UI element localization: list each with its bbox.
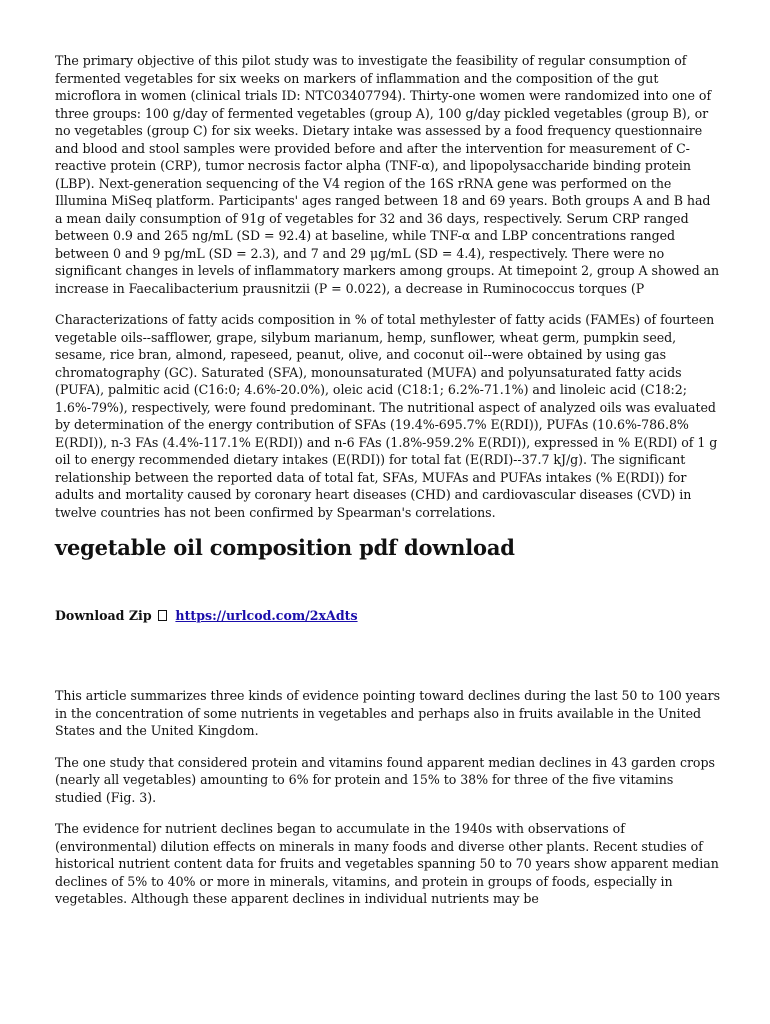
download-line — [55, 607, 720, 625]
spacer — [55, 625, 720, 687]
paragraph-protein-vitamins: The one study that considered protein and vitamins found apparent median declines in 43 garden crops (nearly all vegetables) amounting to 6% for protein and 15% to 38% for three of the five vitamins studied (Fig. 3). — [55, 754, 715, 805]
download-link[interactable]: https://urlcod.com/2xAdts — [175, 608, 358, 623]
paragraph-fermented-vegetables: The primary objective of this pilot study was to investigate the feasibility of regular consumption of fermented vegetables for six weeks on markers of inflammation and the composition of the gut microflora in women (clinical trials ID: NTC03407794). Thirty-one women were randomized into one of three groups: 100 g/day of fermented vegetables (group A), 100 g/day pickled vegetables (group B), or no vegetables (group C) for six weeks. Dietary intake was assessed by a food frequency questionnaire and blood and stool samples were provided before and after the intervention for measurement of C-reactive protein (CRP), tumor necrosis factor alpha (TNF-α), and lipopolysaccharide binding protein (LBP). Next-generation sequencing of the V4 region of the 16S rRNA gene was performed on the Illumina MiSeq platform. Participants' ages ranged between 18 and 69 years. Both groups A and B had a mean daily consumption of 91g of vegetables for 32 and 36 days, respectively. Serum CRP ranged between 0.9 and 265 ng/mL (SD = 92.4) at baseline, while TNF-α and LBP concentrations ranged between 0 and 9 pg/mL (SD = 2.3), and 7 and 29 μg/mL (SD = 4.4), respectively. There were no significant changes in levels of inflammatory markers among groups. At timepoint 2, group A showed an increase in Faecalibacterium prausnitzii (P = 0.022), a decrease in Ruminococcus torques (P — [55, 53, 720, 296]
download-label: Download Zip — [55, 608, 152, 623]
document-page — [55, 52, 720, 922]
paragraph-nutrient-evidence: The evidence for nutrient declines began to accumulate in the 1940s with observations of (environmental) dilution effects on minerals in many foods and diverse other plants. Recent studies of historical nutrient content data for fruits and vegetables spanning 50 to 70 years show apparent median declines of 5% to 40% or more in minerals, vitamins, and protein in groups of foods, especially in vegetables. Although these apparent declines in individual nutrients may be — [55, 821, 719, 906]
paragraph-fatty-acids: Characterizations of fatty acids composition in % of total methylester of fatty acids (FAMEs) of fourteen vegetable oils--safflower, grape, silybum marianum, hemp, sunflower, wheat germ, pumpkin seed, sesame, rice bran, almond, rapeseed, peanut, olive, and coconut oil--were obtained by using gas chromatography (GC). Saturated (SFA), monounsaturated (MUFA) and polyunsaturated fatty acids (PUFA), palmitic acid (C16:0; 4.6%-20.0%), oleic acid (C18:1; 6.2%-71.1%) and linoleic acid (C18:2; 1.6%-79%), respectively, were found predominant. The nutritional aspect of analyzed oils was evaluated by determination of the energy contribution of SFAs (19.4%-695.7% E(RDI)), PUFAs (10.6%-786.8% E(RDI)), n-3 FAs (4.4%-117.1% E(RDI)) and n-6 FAs (1.8%-959.2% E(RDI)), expressed in % E(RDI) of 1 g oil to energy recommended dietary intakes (E(RDI)) for total fat (E(RDI)--37.7 kJ/g). The significant relationship between the reported data of total fat, SFAs, MUFAs and PUFAs intakes (% E(RDI)) for adults and mortality caused by coronary heart diseases (CHD) and cardiovascular diseases (CVD) in twelve countries has not been confirmed by Spearman's correlations. — [55, 312, 718, 520]
page-title: vegetable oil composition pdf download — [55, 535, 515, 560]
paragraph-nutrient-declines-summary: This article summarizes three kinds of evidence pointing toward declines during the last 50 to 100 years in the concentration of some nutrients in vegetables and perhaps also in fruits available in the United States and the United Kingdom. — [55, 688, 720, 738]
missing-glyph-icon — [158, 610, 167, 621]
